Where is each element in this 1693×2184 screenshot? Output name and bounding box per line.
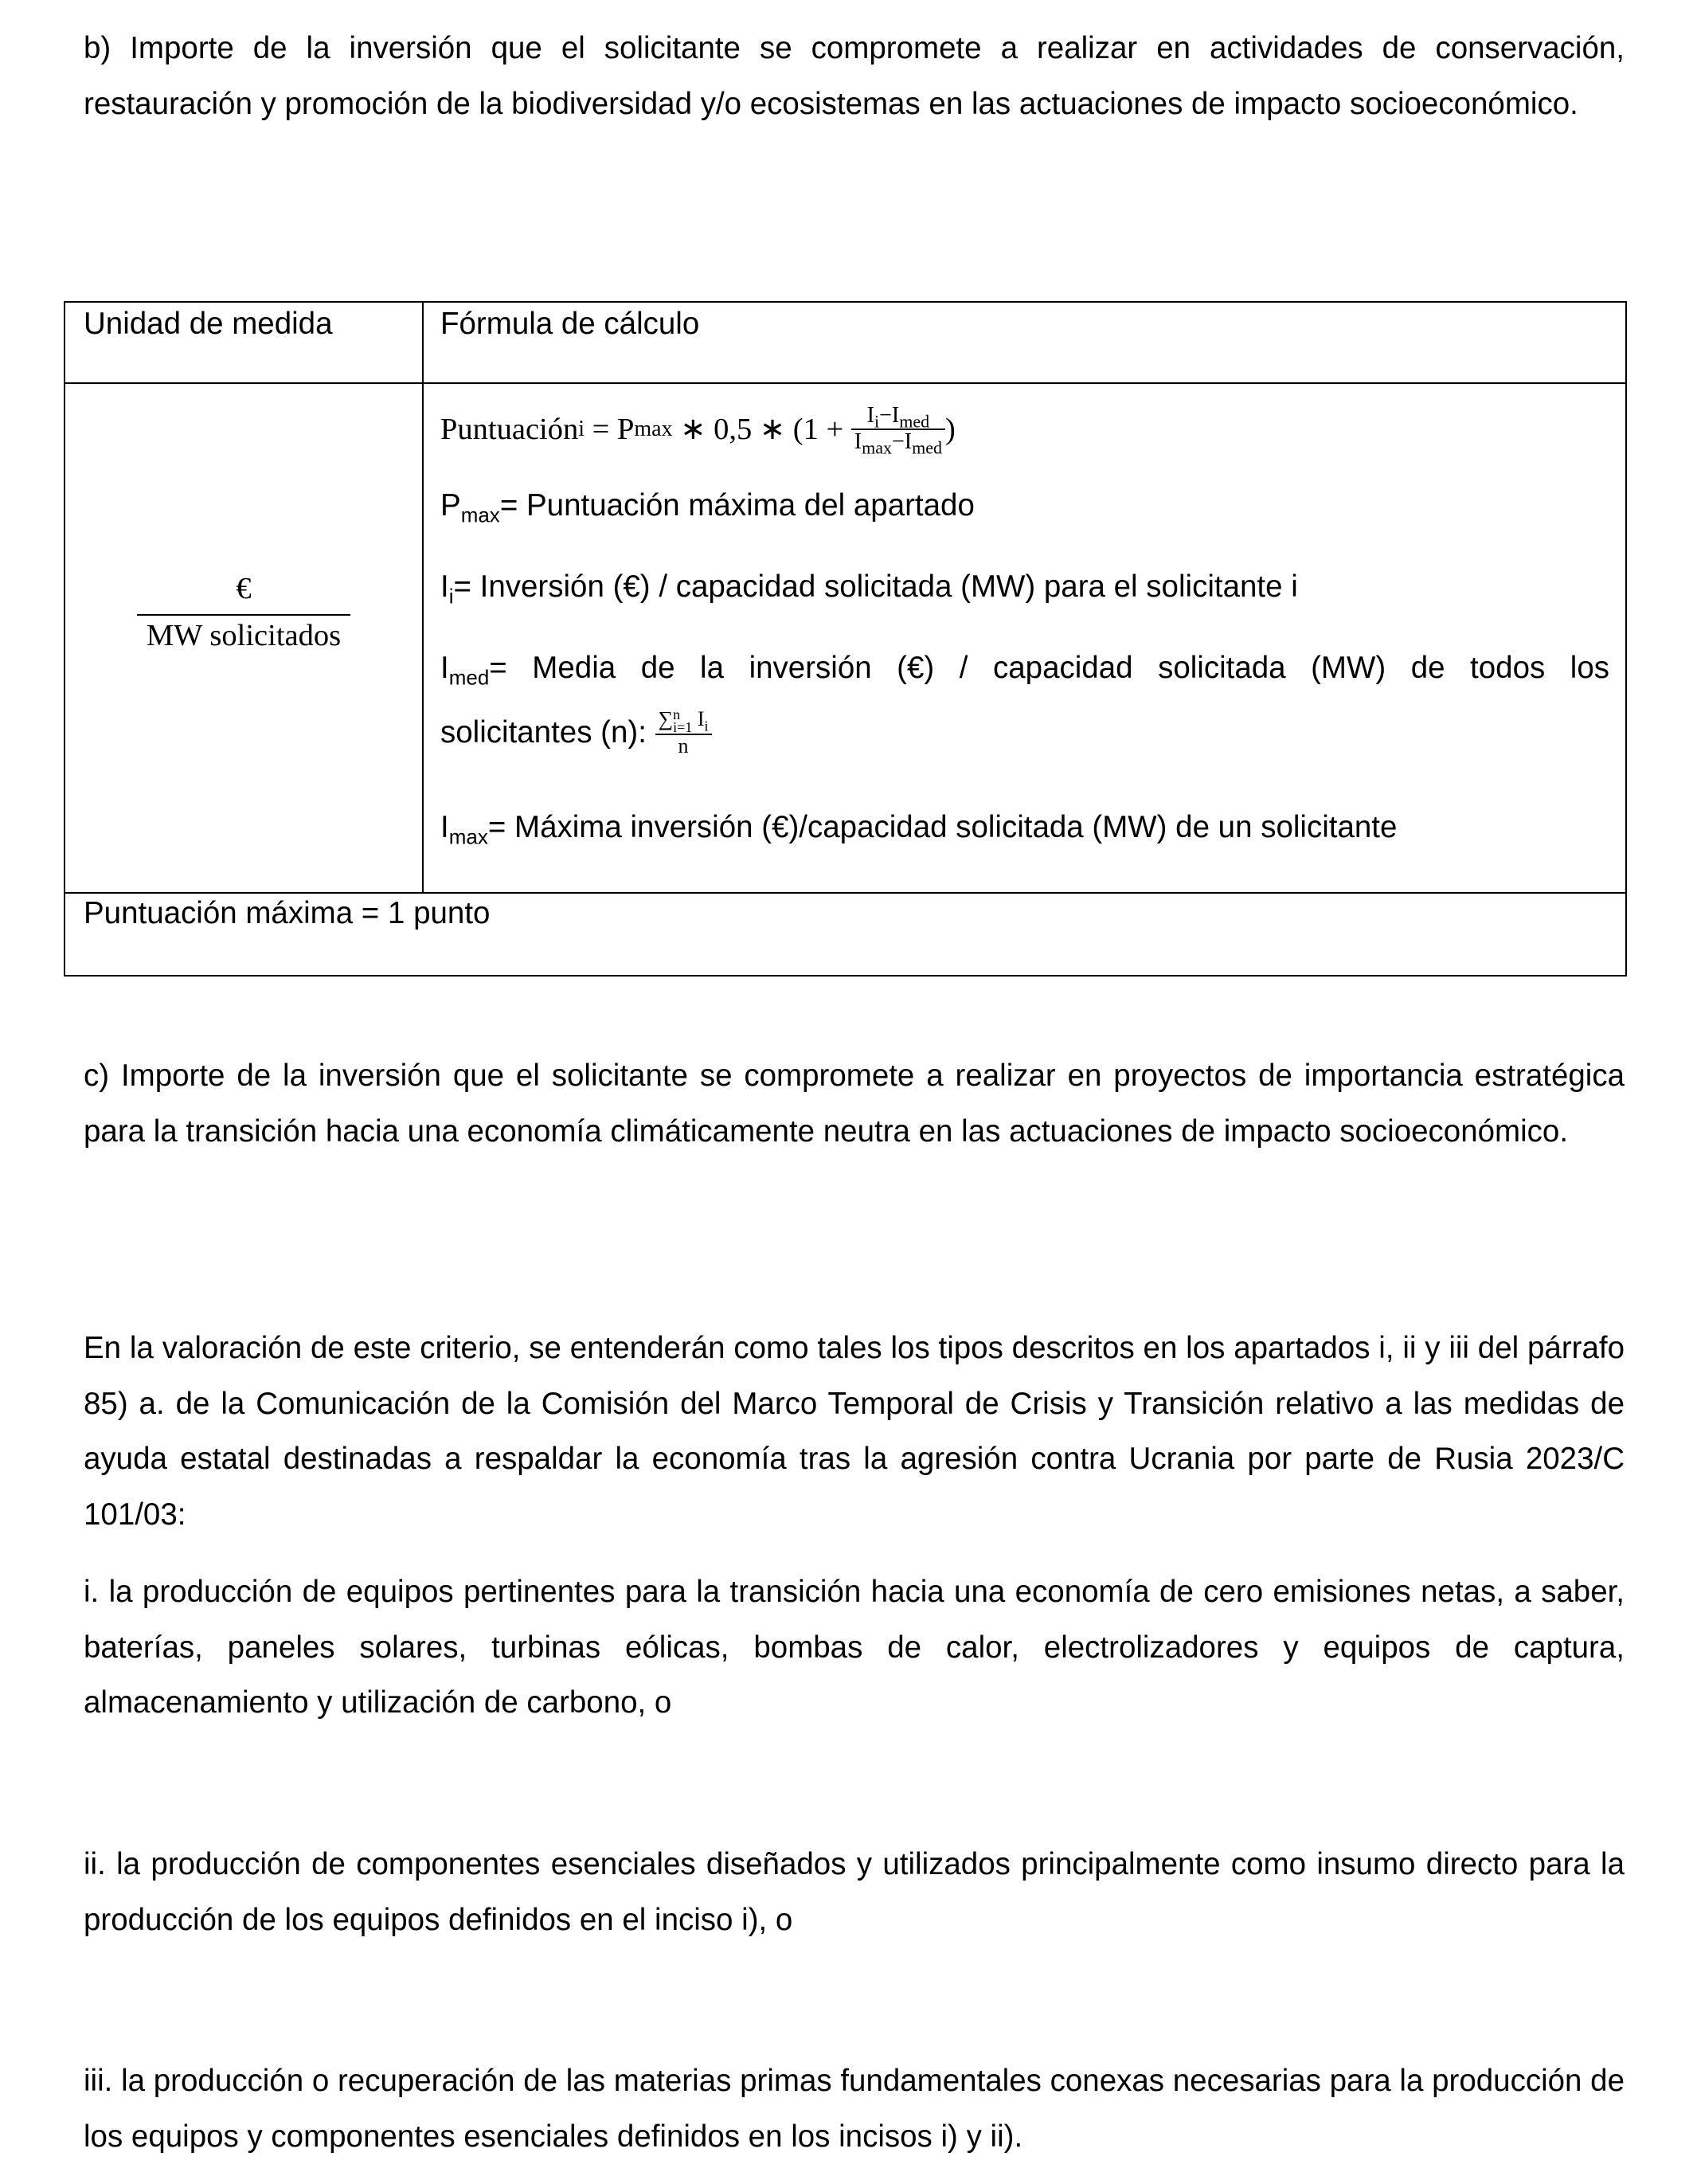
unit-numerator: € bbox=[236, 572, 252, 605]
score-formula: Puntuación i = P max ∗ 0,5 ∗ (1 + $\frac{I_i-I_{med}}{I_{max}-I_{med}}$ ) bbox=[440, 403, 956, 458]
def-imed: $I_{med}=$ Media de la inversión (€) / capacidad solicitada (MW) de todos los bbox=[440, 651, 1609, 690]
item-ii: ii. la producción de componentes esenciales diseñados y utilizados principalmente como insumo directo para la producción de los equipos definidos en el inciso i), o bbox=[84, 1847, 1625, 1937]
def-pmax: $P_{max}=$ Puntuación máxima del apartado bbox=[440, 488, 975, 527]
table-divider bbox=[422, 303, 424, 892]
max-score-footer: Puntuación máxima = 1 punto bbox=[84, 896, 491, 930]
header-unit: Unidad de medida bbox=[84, 307, 333, 341]
unit-fraction bbox=[137, 573, 350, 651]
paragraph-valoracion: En la valoración de este criterio, se entenderán como tales los tipos descritos en los apartados i, ii y iii del párrafo 85) a. de la Comunicación de la Comisión del Marco Temporal de Crisis y Transición relativo a las medidas de ayuda estatal destinadas a respaldar la economía tras la agresión contra Ucrania por parte de Rusia 2023/C 101/03: bbox=[84, 1331, 1625, 1532]
def-imax: $I_{max}=$ Máxima inversión (€)/capacidad solicitada (MW) de un solicitante bbox=[440, 810, 1398, 849]
item-iii: iii. la producción o recuperación de las materias primas fundamentales conexas necesarias para la producción de los equipos y componentes esenciales definidos en los incisos i) y ii). bbox=[84, 2064, 1625, 2154]
table-divider bbox=[65, 382, 1625, 384]
header-formula: Fórmula de cálculo bbox=[440, 307, 700, 341]
formula-fraction: $\frac{I_i-I_{med}}{I_{max}-I_{med}}$ bbox=[851, 404, 945, 455]
mean-fraction: ∑ n i=1 $I_i$ n bbox=[655, 708, 712, 758]
def-ii: $I_i=$ Inversión (€) / capacidad solicitada (MW) para el solicitante i bbox=[440, 569, 1298, 609]
unit-denominator: MW solicitados bbox=[146, 618, 342, 652]
item-i: i. la producción de equipos pertinentes para la transición hacia una economía de cero emisiones netas, a saber, baterías, paneles solares, turbinas eólicas, bombas de calor, electrolizadores y equipos de captura, almacenamiento y utilización de carbono, o bbox=[84, 1575, 1625, 1720]
table-divider bbox=[65, 892, 1625, 894]
paragraph-b: b) Importe de la inversión que el solicitante se compromete a realizar en actividades de conservación, restauración y promoción de la biodiversidad y/o ecosistemas en las actuaciones de impacto socioeconómico. bbox=[84, 31, 1625, 121]
def-imed-cont: solicitantes (n): ∑ n i=1 $I_i$ n bbox=[440, 705, 712, 761]
scoring-table bbox=[64, 301, 1627, 977]
paragraph-c: c) Importe de la inversión que el solicitante se compromete a realizar en proyectos de importancia estratégica para la transición hacia una economía climáticamente neutra en las actuaciones de impacto socioeconómico. bbox=[84, 1059, 1625, 1149]
